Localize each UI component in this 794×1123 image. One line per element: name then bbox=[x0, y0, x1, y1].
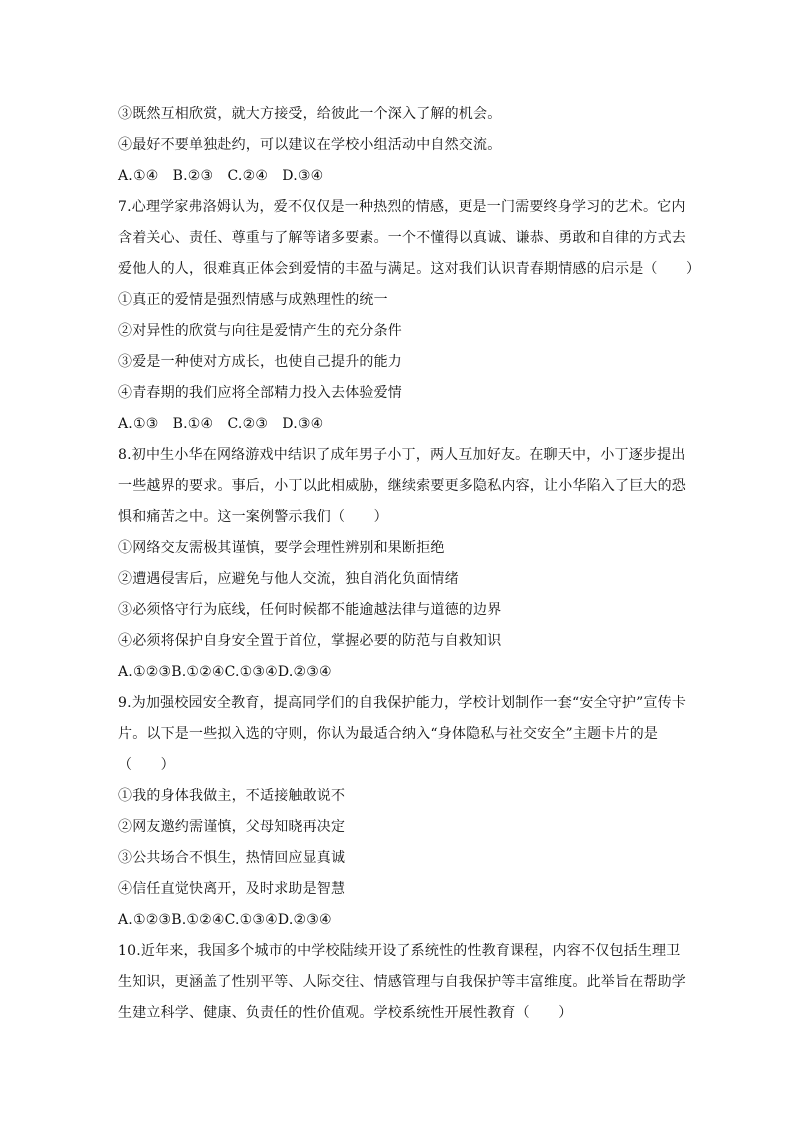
question-10-text: 生建立科学、健康、负责任的性价值观。学校系统性开展性教育（ ） bbox=[118, 1005, 573, 1021]
option-line: ①网络交友需极其谨慎，要学会理性辨别和果断拒绝 bbox=[118, 540, 445, 556]
answer-choices: A.①②③B.①②④C.①③④D.②③④ bbox=[118, 912, 332, 928]
option-line: ③爱是一种使对方成长，也使自己提升的能力 bbox=[118, 354, 402, 370]
option-line: ③既然互相欣赏，就大方接受，给彼此一个深入了解的机会。 bbox=[118, 106, 502, 122]
option-line: ①真正的爱情是强烈情感与成熟理性的统一 bbox=[118, 292, 388, 308]
question-10-text: 生知识，更涵盖了性别平等、人际交往、情感管理与自我保护等丰富维度。此举旨在帮助学 bbox=[118, 974, 686, 990]
answer-choices: A.①③ B.①④ C.②③ D.③④ bbox=[118, 416, 324, 432]
question-9-text: 片。以下是一些拟入选的守则，你认为最适合纳入“身体隐私与社交安全”主题卡片的是 bbox=[118, 726, 659, 742]
option-line: ②网友邀约需谨慎，父母知晓再决定 bbox=[118, 819, 346, 835]
question-8-text: 惧和痛苦之中。这一案例警示我们（ ） bbox=[118, 509, 388, 525]
option-line: ③必须恪守行为底线，任何时候都不能逾越法律与道德的边界 bbox=[118, 602, 502, 618]
question-10-text: 10.近年来，我国多个城市的中学校陆续开设了系统性的性教育课程，内容不仅包括生理卫 bbox=[118, 943, 681, 959]
question-9-text: （ ） bbox=[118, 757, 175, 773]
question-8-text: 一些越界的要求。事后，小丁以此相威胁，继续索要更多隐私内容，让小华陷入了巨大的恐 bbox=[118, 478, 686, 494]
question-7-text: 含着关心、责任、尊重与了解等诸多要素。一个不懂得以真诚、谦恭、勇敢和自律的方式去 bbox=[118, 230, 686, 246]
answer-choices: A.①④ B.②③ C.②④ D.③④ bbox=[118, 168, 324, 184]
option-line: ④信任直觉快离开，及时求助是智慧 bbox=[118, 881, 346, 897]
question-8-text: 8.初中生小华在网络游戏中结识了成年男子小丁，两人互加好友。在聊天中，小丁逐步提出 bbox=[118, 447, 686, 463]
option-line: ④青春期的我们应将全部精力投入去体验爱情 bbox=[118, 385, 402, 401]
question-7-text: 7.心理学家弗洛姆认为，爱不仅仅是一种热烈的情感，更是一门需要终身学习的艺术。它内 bbox=[118, 199, 686, 215]
question-9-text: 9.为加强校园安全教育，提高同学们的自我保护能力，学校计划制作一套“安全守护”宣传卡 bbox=[118, 695, 687, 711]
option-line: ①我的身体我做主，不适接触敢说不 bbox=[118, 788, 346, 804]
option-line: ②对异性的欣赏与向往是爱情产生的充分条件 bbox=[118, 323, 402, 339]
option-line: ④最好不要单独赴约，可以建议在学校小组活动中自然交流。 bbox=[118, 137, 502, 153]
option-line: ④必须将保护自身安全置于首位，掌握必要的防范与自救知识 bbox=[118, 633, 502, 649]
option-line: ③公共场合不惧生，热情回应显真诚 bbox=[118, 850, 346, 866]
question-7-text: 爱他人的人，很难真正体会到爱情的丰盈与满足。这对我们认识青春期情感的启示是（ ） bbox=[118, 261, 701, 277]
option-line: ②遭遇侵害后，应避免与他人交流，独自消化负面情绪 bbox=[118, 571, 459, 587]
answer-choices: A.①②③B.①②④C.①③④D.②③④ bbox=[118, 664, 332, 680]
